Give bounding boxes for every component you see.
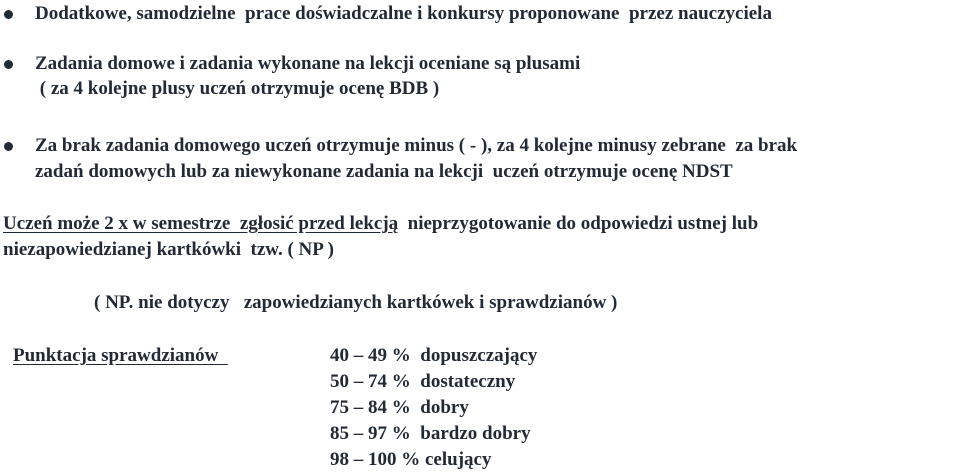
bullet-2-line-2: ( za 4 kolejne plusy uczeń otrzymuje ocenę BDB ) [35, 78, 440, 99]
grade-row-3: 75 – 84 % dobry [330, 397, 469, 418]
bullet-1-icon [4, 10, 13, 19]
unprepared-line-2: niezapowiedzianej kartkówki tzw. ( NP ) [3, 239, 334, 260]
grade-row-4: 85 – 97 % bardzo dobry [330, 423, 531, 444]
grade-row-2: 50 – 74 % dostateczny [330, 371, 516, 392]
grade-row-1: 40 – 49 % dopuszczający [330, 345, 538, 366]
grading-heading: Punktacja sprawdzianów [13, 345, 228, 366]
bullet-3-line-1: Za brak zadania domowego uczeń otrzymuje minus ( - ), za 4 kolejne minusy zebrane za brak [35, 135, 798, 156]
unprepared-note: ( NP. nie dotyczy zapowiedzianych kartkówek i sprawdzianów ) [94, 292, 618, 313]
bullet-3-line-2: zadań domowych lub za niewykonane zadania na lekcji uczeń otrzymuje ocenę NDST [35, 161, 733, 182]
bullet-2-icon [4, 60, 13, 69]
bullet-2-line-1: Zadania domowe i zadania wykonane na lekcji oceniane są plusami [35, 53, 581, 74]
unprepared-line-1 [3, 213, 758, 235]
bullet-1-text: Dodatkowe, samodzielne prace doświadczalne i konkursy proponowane przez nauczyciela [35, 3, 772, 24]
bullet-3-icon [4, 142, 13, 151]
grade-row-5: 98 – 100 % celujący [330, 449, 492, 470]
unprepared-underlined: Uczeń może 2 x w semestrze zgłosić przed lekcją [3, 213, 399, 234]
unprepared-rest: nieprzygotowanie do odpowiedzi ustnej lub [398, 213, 759, 234]
